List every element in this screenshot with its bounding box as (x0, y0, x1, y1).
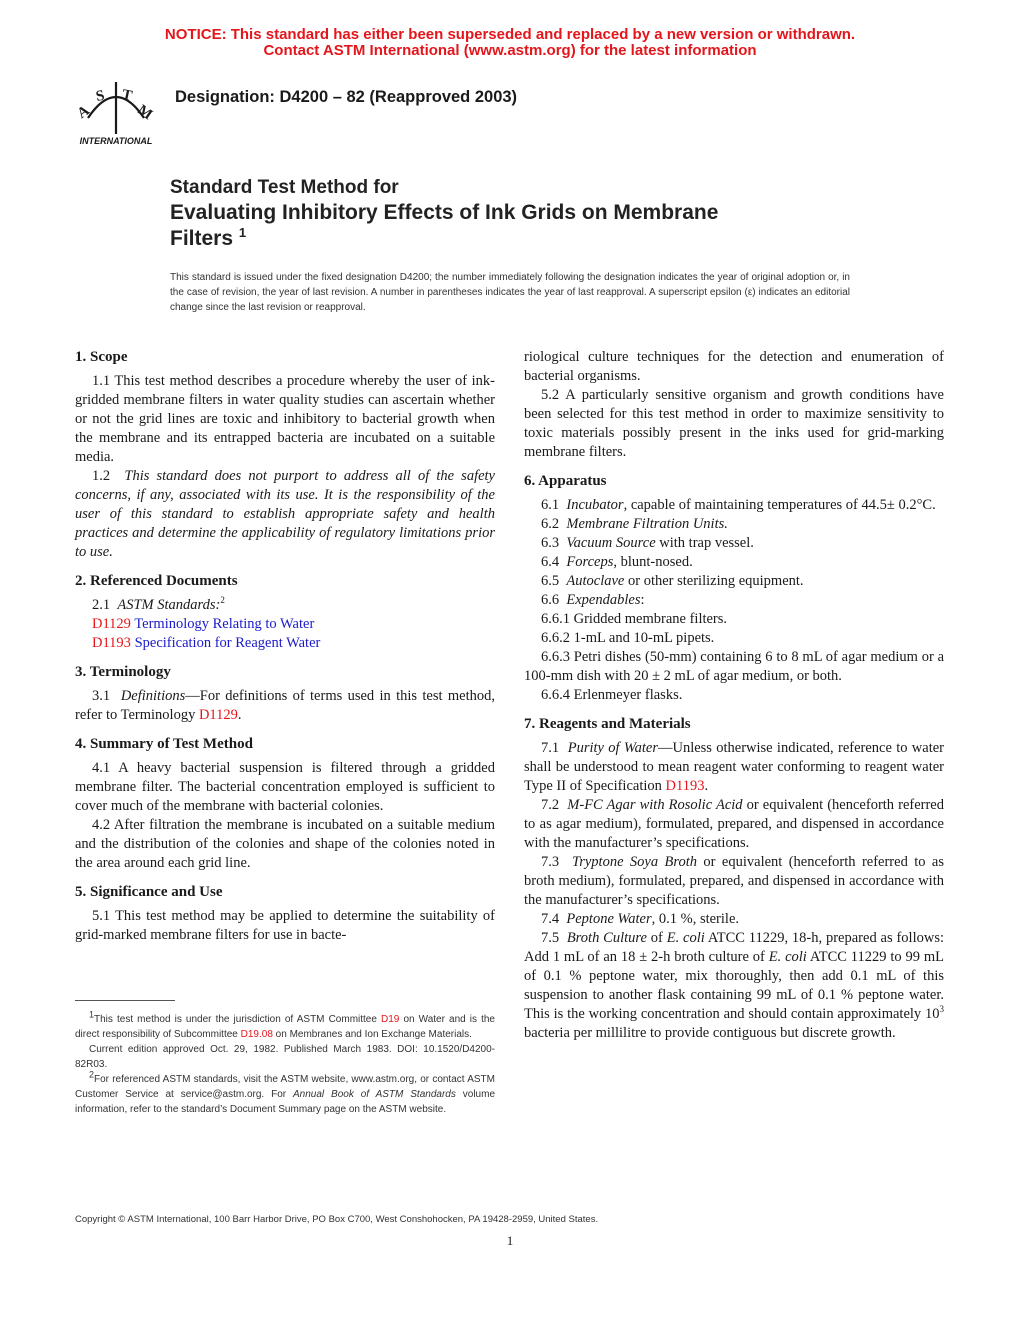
section-summary (75, 735, 495, 873)
reference-d1129[interactable] (75, 615, 495, 634)
paragraph-7-3: 7.3 Tryptone Soya Broth or equivalent (henceforth referred to as broth medium), formulated, prepared, and dispensed in accordance with the manufacturer’s specifications. (524, 854, 945, 908)
paragraph-2-1: 2.1 ASTM Standards:$^2$ (92, 595, 225, 613)
section-heading: 6. Apparatus (524, 473, 607, 489)
section-heading: 2. Referenced Documents (75, 573, 238, 589)
paragraph-6-2: 6.2 Membrane Filtration Units. (541, 516, 728, 532)
paragraph-6-6-3: 6.6.3 Petri dishes (50-mm) containing 6 to 8 mL of agar medium or a 100-mm dish with 20 ± 2 mL of agar medium, or both. (524, 649, 944, 684)
link-d1193[interactable]: D1193 (665, 778, 705, 794)
withdrawal-notice (0, 27, 1020, 59)
title-line-1: Standard Test Method for (170, 177, 399, 198)
link-d1129-title[interactable]: Terminology Relating to Water (134, 616, 315, 632)
paragraph-5-1: 5.1 This test method may be applied to determine the suitability of grid-marked membrane filters for use in bacte- (75, 908, 495, 943)
reference-d1193[interactable] (75, 634, 495, 653)
page-number: 1 (506, 1233, 514, 1248)
svg-text:M: M (134, 102, 156, 124)
title-footnote-mark: 1 (238, 225, 247, 240)
section-terminology (75, 663, 495, 725)
svg-text:S: S (94, 87, 106, 106)
section-referenced-documents (75, 572, 495, 653)
paragraph-3-1: 3.1 Definitions—For definitions of terms used in this test method, refer to Terminology D1129. (75, 688, 495, 723)
paragraph-6-1: 6.1 Incubator, capable of maintaining temperatures of 44.5± 0.2°C. (541, 497, 936, 513)
paragraph-6-6-4: 6.6.4 Erlenmeyer flasks. (541, 687, 683, 703)
paragraph-5-1-continued: riological culture techniques for the detection and enumeration of bacterial organisms. (524, 349, 944, 384)
section-heading: 1. Scope (75, 349, 128, 365)
section-scope (75, 348, 495, 562)
footnote-2: $^2$For referenced ASTM standards, visit the ASTM website, www.astm.org, or contact ASTM Customer Service at service@astm.org. For Annual Book of ASTM Standards volume information, refer to the standard’s Document Summary page on the ASTM website. (75, 1069, 496, 1115)
title-line-3: Filters (170, 227, 234, 250)
paragraph-7-1: 7.1 Purity of Water—Unless otherwise indicated, reference to water shall be understood to mean reagent water conforming to reagent water Type II of Specification D1193. (524, 740, 944, 794)
link-d1193-title[interactable]: Specification for Reagent Water (134, 635, 321, 651)
paragraph-6-5: 6.5 Autoclave or other sterilizing equipment. (541, 573, 804, 589)
footnotes (75, 1009, 496, 1117)
paragraph-6-6: 6.6 Expendables: (541, 592, 645, 608)
section-heading: 7. Reagents and Materials (524, 716, 691, 732)
notice-line-2: Contact ASTM International (www.astm.org) for the latest information (263, 42, 757, 59)
astm-logo (70, 78, 162, 148)
issuance-statement: This standard is issued under the fixed designation D4200; the number immediately following the designation indicates the year of original adoption or, in the case of revision, the year of last revision. A number in parentheses indicates the year of last reapproval. A superscript epsilon (ε) indicates an editorial change since the last revision or reapproval. (170, 272, 850, 313)
designation: Designation: D4200 – 82 (Reapproved 2003) (175, 88, 518, 106)
link-d19-08[interactable]: D19.08 (240, 1029, 273, 1040)
footnote-rule (75, 1000, 175, 1001)
paragraph-6-6-2: 6.6.2 1-mL and 10-mL pipets. (541, 630, 715, 646)
astm-logo-subtext: INTERNATIONAL (79, 136, 153, 146)
paragraph-7-5: 7.5 Broth Culture of E. coli ATCC 11229, 18-h, prepared as follows: Add 1 mL of an 18 ± 2-h broth culture of E. coli ATCC 11229 to 99 mL of 0.1 % peptone water, mix thoroughly, then add 0.1 mL of this suspension to another flask containing 99 mL of 0.1 % peptone water. This is the working concentration and should contain approximately $10^3$ bacteria per millilitre to provide contiguous but discrete growth. (524, 930, 944, 1041)
paragraph-7-4: 7.4 Peptone Water, 0.1 %, sterile. (541, 911, 740, 927)
svg-text:A: A (74, 102, 93, 122)
section-heading: 3. Terminology (75, 664, 171, 680)
right-column (524, 348, 944, 1053)
paragraph-6-3: 6.3 Vacuum Source with trap vessel. (541, 535, 754, 551)
link-d1129[interactable]: D1129 (92, 616, 131, 632)
paragraph-1-1: 1.1 This test method describes a procedure whereby the user of ink-gridded membrane filters in water quality studies can ascertain whether or not the grid lines are toxic and inhibitory to bacterial growth when the membrane and its entrapped bacteria are incubated on a suitable media. (75, 373, 495, 465)
footnote-edition: Current edition approved Oct. 29, 1982. Published March 1983. DOI: 10.1520/D4200-82R03. (75, 1044, 495, 1070)
paragraph-4-1: 4.1 A heavy bacterial suspension is filtered through a gridded membrane filter. The bacterial concentration employed is sufficient to cover much of the membrane with bacterial colonies. (75, 760, 495, 814)
paragraph-7-2: 7.2 M-FC Agar with Rosolic Acid or equivalent (henceforth referred to as agar medium), formulated, prepared, and dispensed in accordance with the manufacturer’s specifications. (524, 797, 944, 851)
paragraph-6-4: 6.4 Forceps, blunt-nosed. (541, 554, 693, 570)
link-d1129[interactable]: D1129 (198, 707, 238, 723)
left-column (75, 348, 495, 955)
link-d19[interactable]: D19 (381, 1014, 400, 1025)
notice-line-1: NOTICE: This standard has either been superseded and replaced by a new version or withdrawn. (164, 26, 856, 43)
copyright-line: Copyright © ASTM International, 100 Barr Harbor Drive, PO Box C700, West Conshohocken, PA 19428-2959, United States. (75, 1214, 599, 1225)
section-heading: 5. Significance and Use (75, 884, 223, 900)
link-d1193[interactable]: D1193 (92, 635, 131, 651)
section-significance (75, 883, 495, 945)
section-heading: 4. Summary of Test Method (75, 736, 253, 752)
paragraph-4-2: 4.2 After filtration the membrane is incubated on a suitable medium and the distribution of the colonies and shape of the colonies noted in the area around each grid line. (75, 817, 495, 871)
section-significance-continued (524, 348, 944, 462)
section-apparatus (524, 472, 944, 705)
paragraph-1-2: 1.2 This standard does not purport to address all of the safety concerns, if any, associated with its use. It is the responsibility of the user of this standard to establish appropriate safety and health practices and determine the applicability of regulatory limitations prior to use. (75, 468, 495, 560)
paragraph-6-6-1: 6.6.1 Gridded membrane filters. (541, 611, 728, 627)
footnote-1: $^1$This test method is under the jurisdiction of ASTM Committee D19 on Water and is the direct responsibility of Subcommittee D19.08 on Membranes and Ion Exchange Materials. (75, 1009, 495, 1040)
paragraph-5-2: 5.2 A particularly sensitive organism and growth conditions have been selected for this test method in order to maximize sensitivity to toxic materials possibly present in the inks used for grid-marking membrane filters. (524, 387, 944, 460)
title-line-2: Evaluating Inhibitory Effects of Ink Grids on Membrane (170, 201, 719, 224)
svg-text:T: T (120, 86, 134, 105)
document-title (170, 176, 870, 252)
section-reagents (524, 715, 944, 1043)
